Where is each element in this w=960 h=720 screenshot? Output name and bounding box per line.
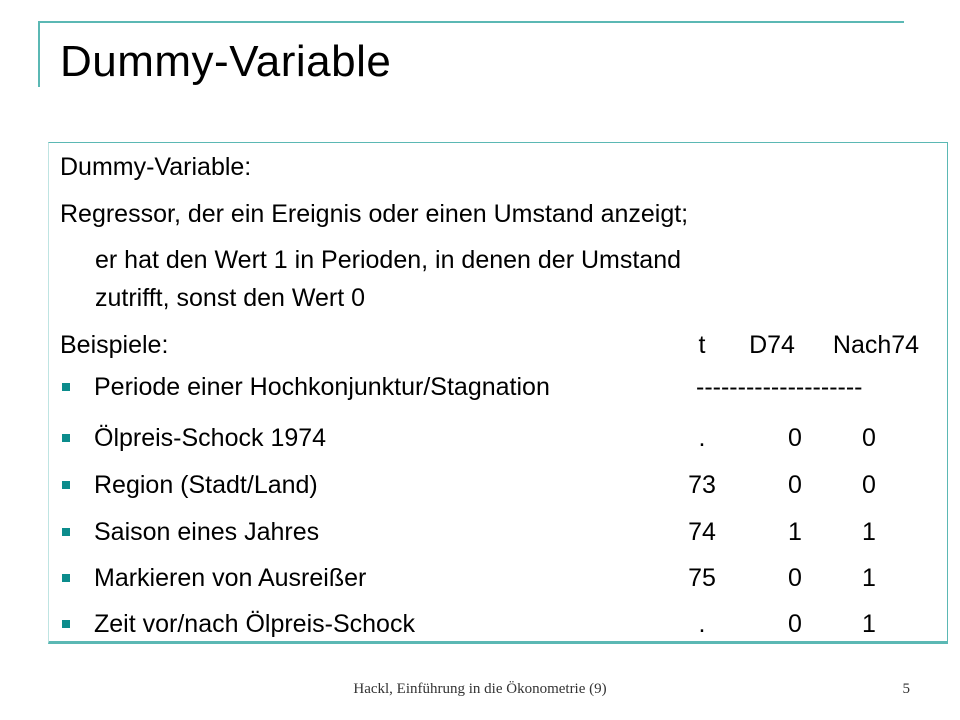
- table-cell-nach74: 1: [862, 610, 876, 638]
- bullet-item: Region (Stadt/Land): [94, 471, 318, 499]
- table-cell-d74: 0: [788, 564, 802, 592]
- footer-text: Hackl, Einführung in die Ökonometrie (9): [353, 681, 607, 697]
- title-rule-top: [40, 21, 904, 23]
- table-header-d74: D74: [749, 331, 795, 359]
- table-cell-d74: 0: [788, 471, 802, 499]
- table-cell-t: 74: [688, 518, 716, 546]
- body-detail-line2: zutrifft, sonst den Wert 0: [95, 284, 366, 312]
- bullet-item: Markieren von Ausreißer: [94, 564, 367, 592]
- table-cell-t: .: [698, 610, 706, 638]
- body-definition: Regressor, der ein Ereignis oder einen Umstand anzeigt;: [60, 200, 689, 228]
- table-cell-nach74: 1: [862, 518, 876, 546]
- bullet-icon: [62, 620, 70, 628]
- table-cell-d74: 0: [788, 610, 802, 638]
- page-number: 5: [902, 681, 910, 697]
- table-cell-t: 75: [688, 564, 716, 592]
- table-cell-d74: 0: [788, 424, 802, 452]
- bullet-icon: [62, 434, 70, 442]
- table-cell-nach74: 0: [862, 424, 876, 452]
- table-cell-d74: 1: [788, 518, 802, 546]
- bullet-item: Saison eines Jahres: [94, 518, 320, 546]
- bullet-item: Zeit vor/nach Ölpreis-Schock: [94, 610, 415, 638]
- table-header-nach74: Nach74: [832, 331, 920, 359]
- table-separator: --------------------: [696, 373, 863, 401]
- body-heading: Dummy-Variable:: [60, 153, 252, 181]
- bullet-icon: [62, 528, 70, 536]
- examples-label: Beispiele:: [60, 331, 169, 359]
- bullet-item: Periode einer Hochkonjunktur/Stagnation: [94, 373, 550, 401]
- table-cell-t: .: [698, 424, 706, 452]
- bullet-icon: [62, 383, 70, 391]
- title-rule-left: [38, 21, 40, 87]
- bullet-icon: [62, 481, 70, 489]
- table-header-t: t: [698, 331, 706, 359]
- slide-title: Dummy-Variable: [60, 37, 392, 86]
- bullet-icon: [62, 574, 70, 582]
- body-detail-line1: er hat den Wert 1 in Perioden, in denen der Umstand: [95, 246, 681, 274]
- table-cell-nach74: 1: [862, 564, 876, 592]
- table-cell-t: 73: [688, 471, 716, 499]
- bullet-item: Ölpreis-Schock 1974: [94, 424, 327, 452]
- table-cell-nach74: 0: [862, 471, 876, 499]
